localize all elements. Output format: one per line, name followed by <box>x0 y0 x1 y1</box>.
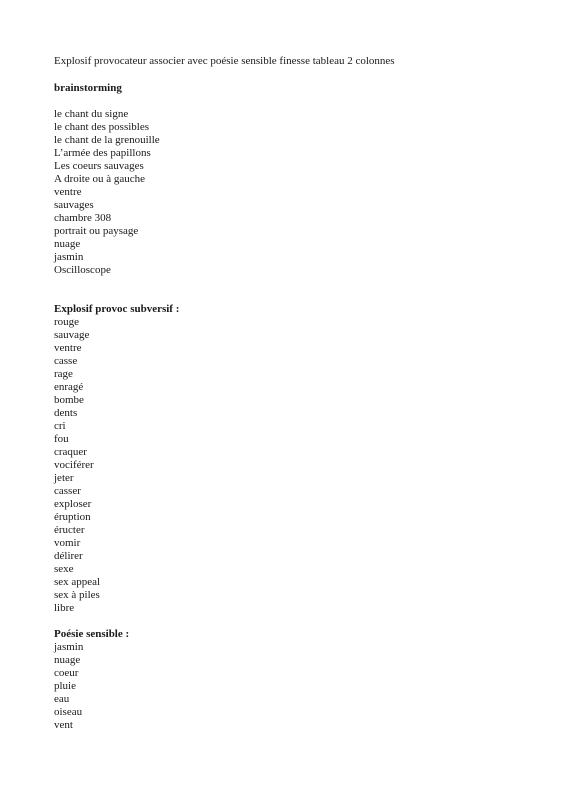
list-item: casser <box>54 485 81 497</box>
poesie-list <box>54 641 534 732</box>
list-item: ventre <box>54 186 82 198</box>
list-item: jasmin <box>54 251 84 263</box>
list-item: chambre 308 <box>54 212 112 224</box>
document-page <box>54 55 534 732</box>
list-item: nuage <box>54 238 81 250</box>
list-item: coeur <box>54 667 79 679</box>
list-item: exploser <box>54 498 92 510</box>
list-item: rouge <box>54 316 80 328</box>
list-item: bombe <box>54 394 84 406</box>
list-item: sauvages <box>54 199 94 211</box>
list-item: le chant du signe <box>54 108 129 120</box>
list-item: dents <box>54 407 78 419</box>
list-item: craquer <box>54 446 87 458</box>
list-item: jasmin <box>54 641 84 653</box>
poesie-heading: Poésie sensible : <box>54 628 130 640</box>
list-item: portrait ou paysage <box>54 225 139 237</box>
list-item: vent <box>54 719 73 731</box>
list-item: Les coeurs sauvages <box>54 160 144 172</box>
list-item: jeter <box>54 472 74 484</box>
list-item: sexe <box>54 563 74 575</box>
list-item: éructer <box>54 524 85 536</box>
list-item: éruption <box>54 511 91 523</box>
list-item: ventre <box>54 342 82 354</box>
list-item: Oscilloscope <box>54 264 111 276</box>
list-item: vomir <box>54 537 81 549</box>
explosif-list <box>54 316 534 615</box>
list-item: casse <box>54 355 78 367</box>
list-item: vociférer <box>54 459 94 471</box>
list-item: pluie <box>54 680 76 692</box>
list-item: libre <box>54 602 75 614</box>
list-item: enragé <box>54 381 84 393</box>
list-item: le chant des possibles <box>54 121 150 133</box>
list-item: sex à piles <box>54 589 100 601</box>
list-item: eau <box>54 693 70 705</box>
list-item: cri <box>54 420 66 432</box>
list-item: sex appeal <box>54 576 101 588</box>
list-item: L’armée des papillons <box>54 147 151 159</box>
brainstorming-list <box>54 108 534 277</box>
explosif-heading: Explosif provoc subversif : <box>54 303 180 315</box>
list-item: rage <box>54 368 73 380</box>
intro-line: Explosif provocateur associer avec poésie sensible finesse tableau 2 colonnes <box>54 55 395 67</box>
list-item: nuage <box>54 654 81 666</box>
list-item: oiseau <box>54 706 83 718</box>
list-item: délirer <box>54 550 83 562</box>
list-item: A droite ou à gauche <box>54 173 146 185</box>
list-item: le chant de la grenouille <box>54 134 160 146</box>
list-item: fou <box>54 433 69 445</box>
brainstorming-heading: brainstorming <box>54 82 122 94</box>
list-item: sauvage <box>54 329 90 341</box>
